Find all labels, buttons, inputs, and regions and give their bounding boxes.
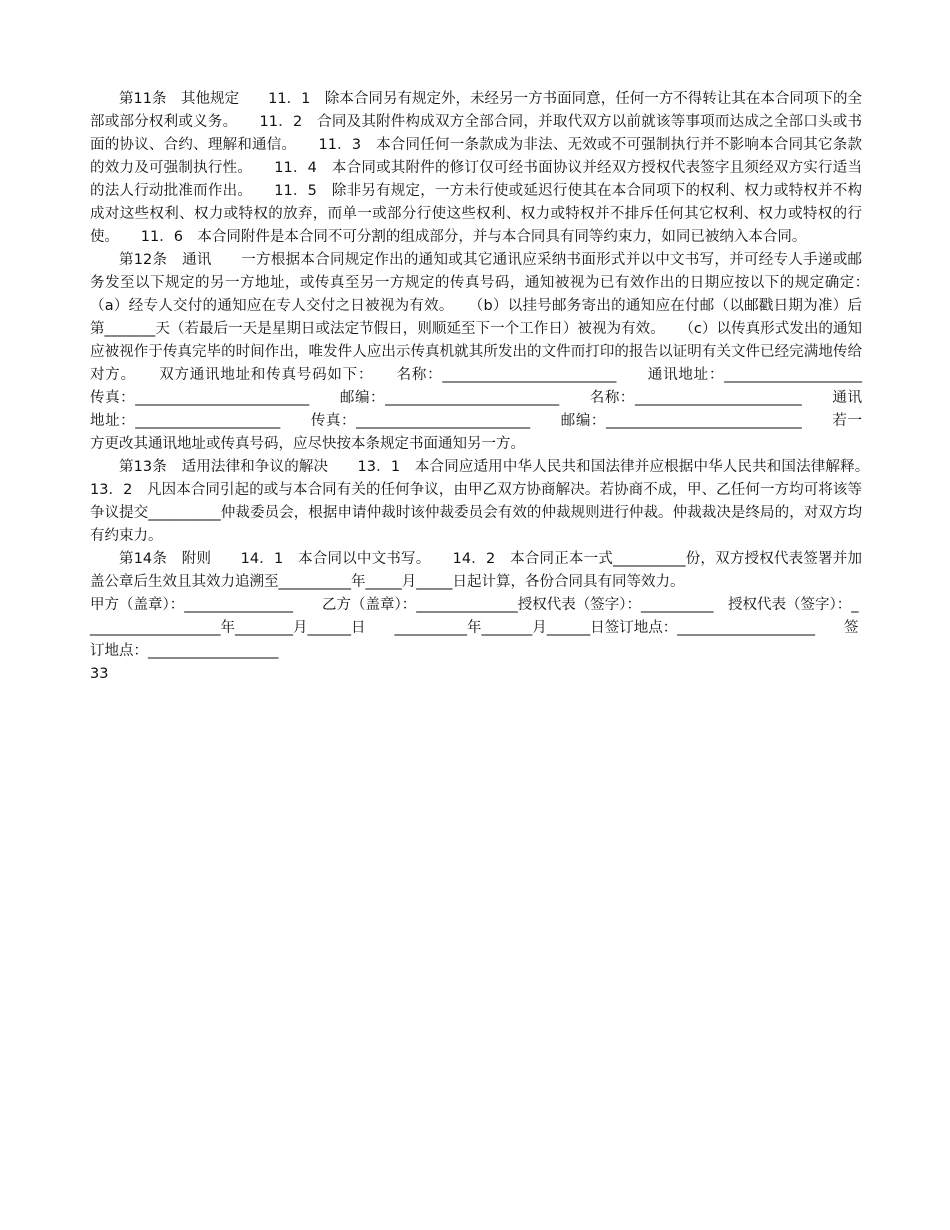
signature-block: 甲方（盖章）：_______________ 乙方（盖章）：______________授权代表（签字）：__________ 授权代表（签字）：___________________年________月______日 __________年_______月______日签订地点：___________________ 签订地点：__________________	[90, 597, 859, 659]
article-14-paragraph: 第14条 附则 14．1 本合同以中文书写。 14．2 本合同正本一式__________份，双方授权代表签署并加盖公章后生效且其效力追溯至__________年_____月_____日起计算，各份合同具有同等效力。	[90, 551, 862, 590]
article-12-paragraph: 第12条 通讯 一方根据本合同规定作出的通知或其它通讯应采纳书面形式并以中文书写，并可经专人手递或邮务发至以下规定的另一方地址，或传真至另一方规定的传真号码，通知被视为已有效作出的日期应按以下的规定确定： （a）经专人交付的通知应在专人交付之日被视为有效。 （b）以挂号邮务寄出的通知应在付邮（以邮戳日期为准）后第_______天（若最后一天是星期日或法定节假日，则顺延至下一个工作日）被视为有效。 （c）以传真形式发出的通知应被视作于传真完毕的时间作出，唯发件人应出示传真机就其所发出的文件而打印的报告以证明有关文件已经完满地传给对方。 双方通讯地址和传真号码如下： 名称：________________________ 通讯地址：___________________ 传真：________________________ 邮编：________________________ 名称：_______________________ 通讯地址：____________________ 传真：________________________ 邮编：___________________________ 若一方更改其通讯地址或传真号码，应尽快按本条规定书面通知另一方。	[90, 252, 891, 452]
page-number: 33	[90, 666, 109, 682]
contract-page	[90, 88, 891, 686]
article-11-paragraph: 第11条 其他规定 11．1 除本合同另有规定外，未经另一方书面同意，任何一方不得转让其在本合同项下的全部或部分权利或义务。 11．2 合同及其附件构成双方全部合同，并取代双方以前就该等事项而达成之全部口头或书面的协议、合约、理解和通信。 11．3 本合同任何一条款成为非法、无效或不可强制执行并不影响本合同其它条款的效力及可强制执行性。 11．4 本合同或其附件的修订仅可经书面协议并经双方授权代表签字且须经双方实行适当的法人行动批准而作出。 11．5 除非另有规定，一方未行使或延迟行使其在本合同项下的权利、权力或特权并不构成对这些权利、权力或特权的放弃，而单一或部分行使这些权利、权力或特权并不排斥任何其它权利、权力或特权的行使。 11．6 本合同附件是本合同不可分割的组成部分，并与本合同具有同等约束力，如同已被纳入本合同。	[90, 91, 862, 245]
article-13-paragraph: 第13条 适用法律和争议的解决 13．1 本合同应适用中华人民共和国法律并应根据中华人民共和国法律解释。 13．2 凡因本合同引起的或与本合同有关的任何争议，由甲乙双方协商解决。若协商不成，甲、乙任何一方均可将该等争议提交__________仲裁委员会，根据申请仲裁时该仲裁委员会有效的仲裁规则进行仲裁。仲裁裁决是终局的，对双方均有约束力。	[90, 459, 891, 544]
